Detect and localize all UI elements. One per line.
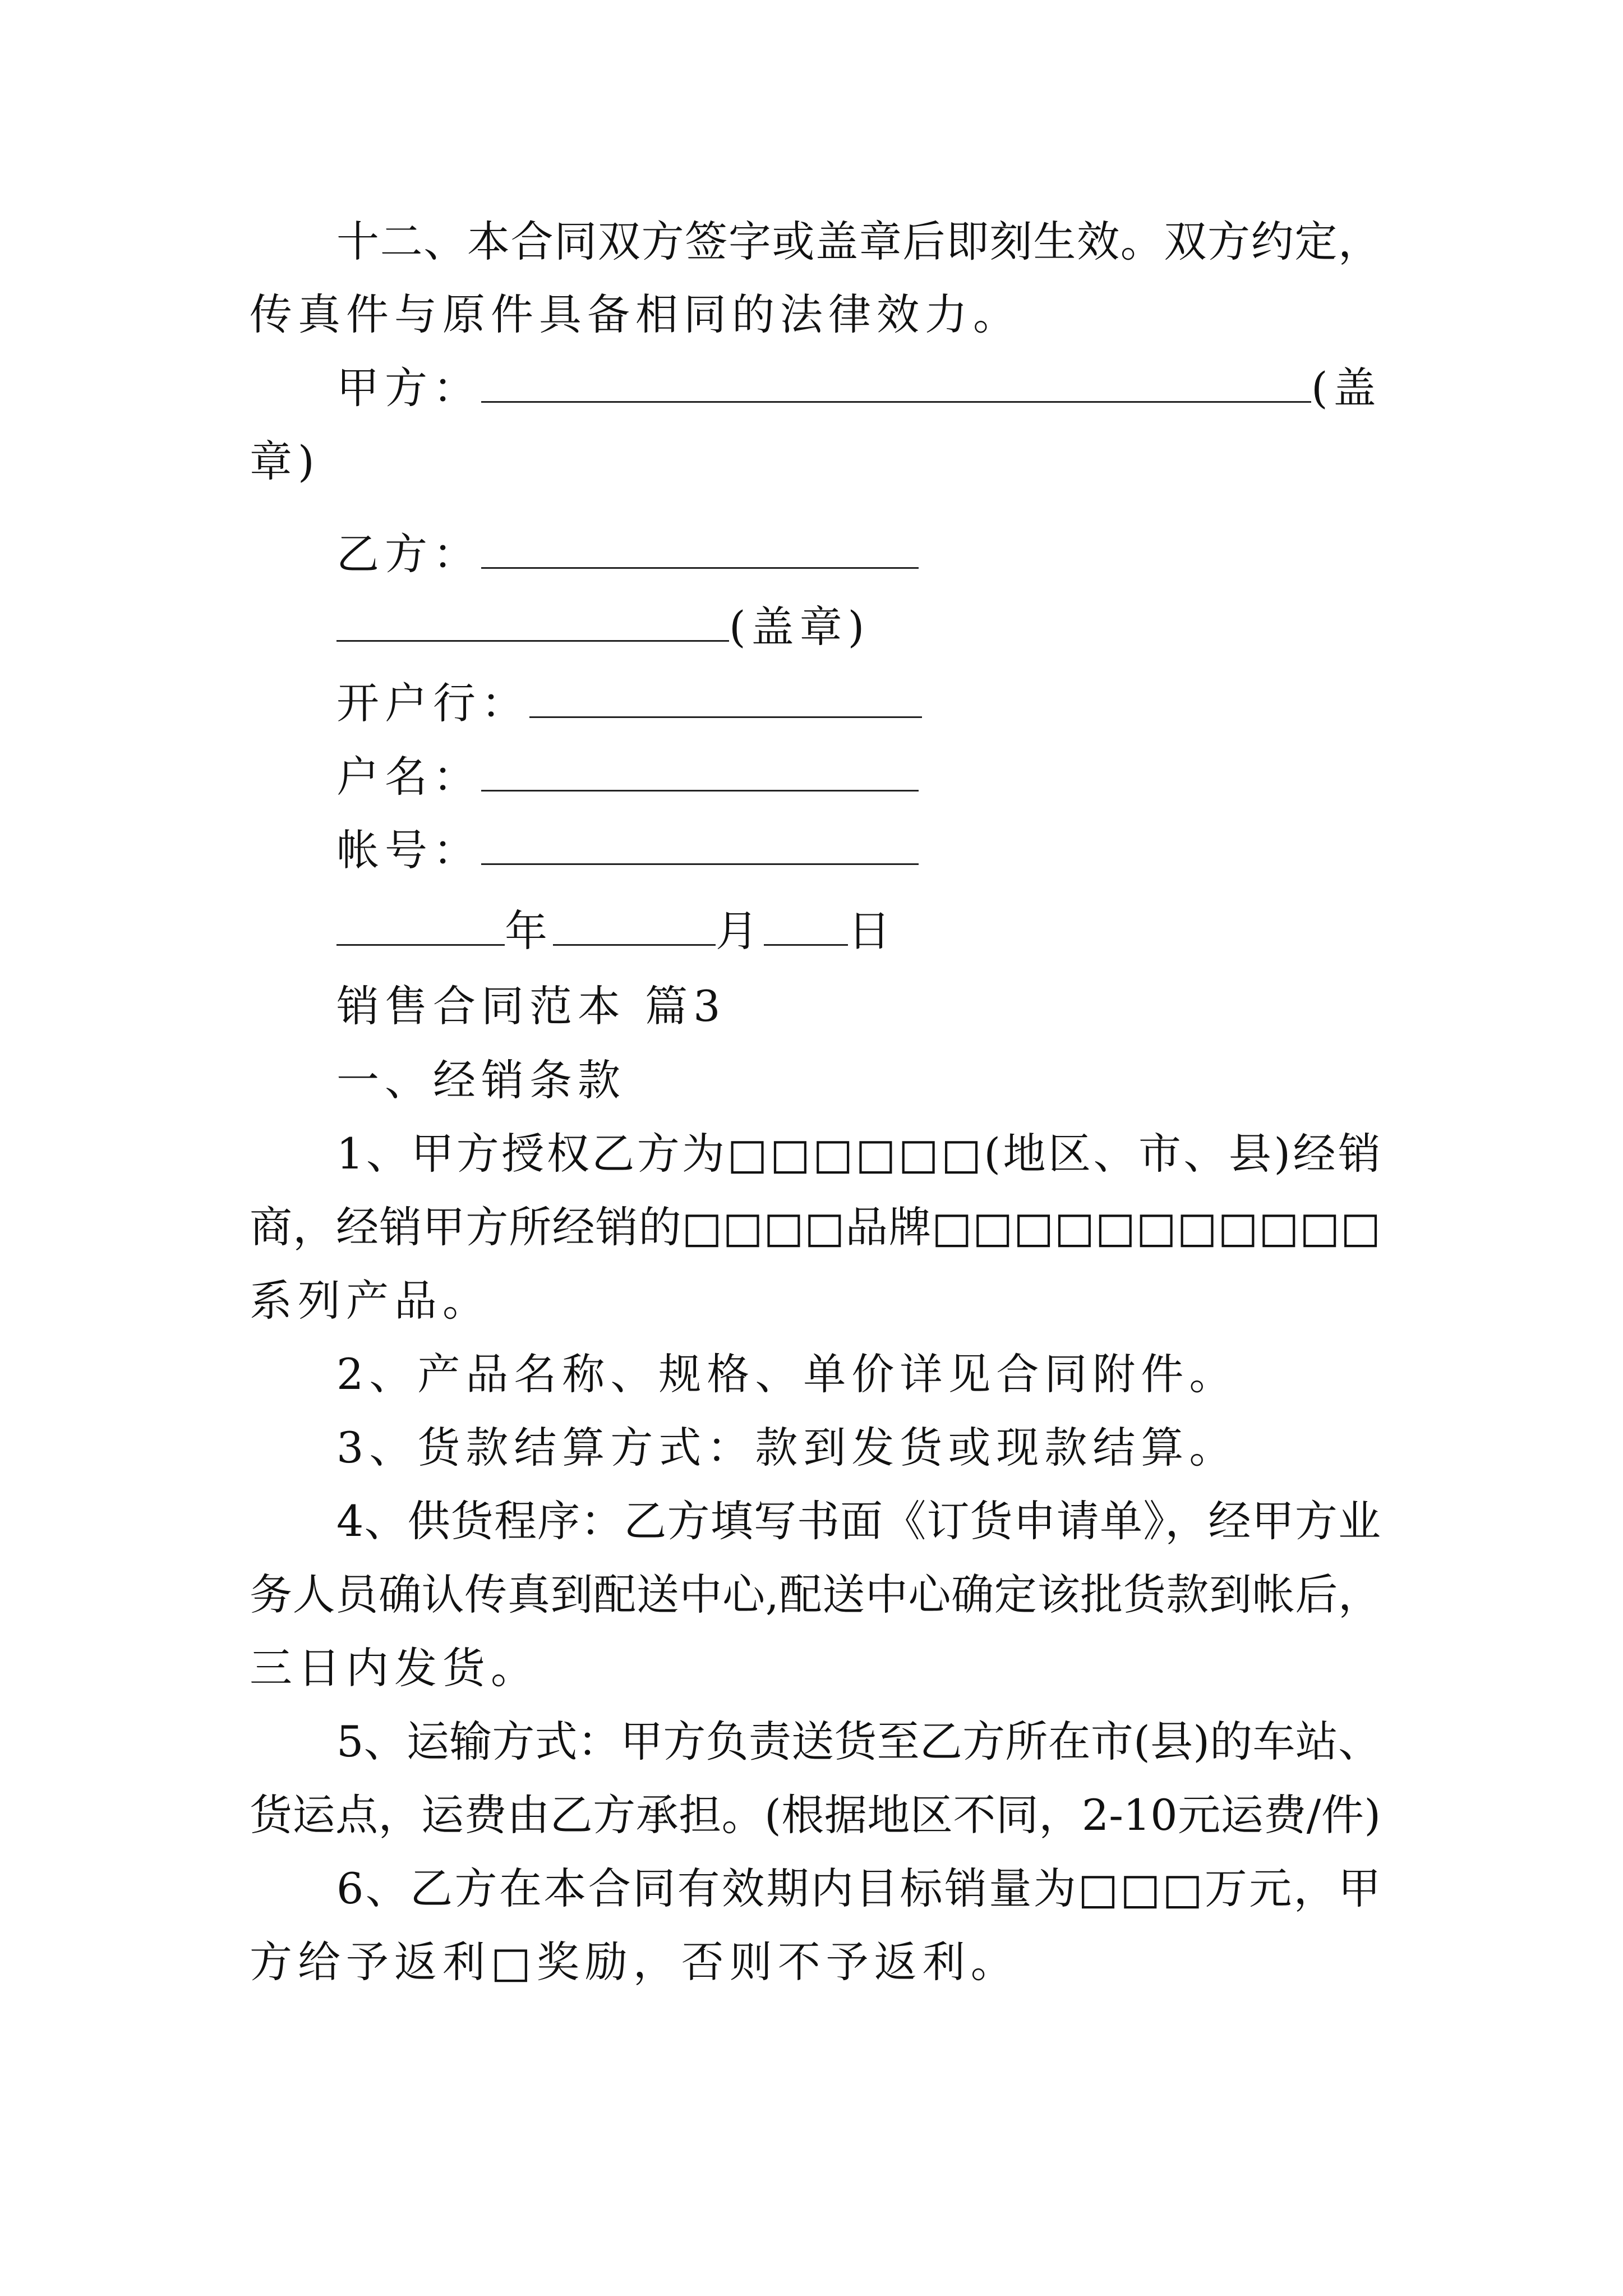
account-name-line [336, 749, 919, 805]
section-12-line-1: 十二、本合同双方签字或盖章后即刻生效。双方约定， [336, 217, 1381, 266]
month-label: 月 [716, 906, 764, 956]
date-line [336, 903, 896, 959]
day-blank [764, 909, 848, 946]
section-1-title: 一、经销条款 [336, 1055, 626, 1105]
account-name-label: 户名： [336, 752, 481, 802]
account-name-blank [481, 755, 919, 792]
month-blank [553, 909, 716, 946]
clause-4-line-3: 三日内发货。 [250, 1643, 539, 1693]
party-b-blank [481, 532, 919, 569]
account-no-label: 帐号： [336, 825, 481, 875]
account-no-blank [481, 829, 919, 865]
bank-line [336, 675, 922, 731]
clause-2: 2、产品名称、规格、单价详见合同附件。 [336, 1349, 1238, 1399]
party-b-seal: (盖章) [729, 602, 870, 652]
party-a-seal-open: (盖 [1311, 363, 1382, 413]
year-blank [336, 909, 505, 946]
clause-5-line-2: 货运点，运费由乙方承担。(根据地区不同，2-10元运费/件) [250, 1790, 1381, 1840]
clause-3: 3、货款结算方式：款到发货或现款结算。 [336, 1423, 1238, 1473]
party-a-label: 甲方： [336, 363, 481, 413]
clause-4-line-1: 4、供货程序：乙方填写书面《订货申请单》，经甲方业 [336, 1496, 1381, 1546]
bank-blank [529, 682, 922, 718]
section-12-line-2: 传真件与原件具备相同的法律效力。 [250, 289, 1021, 339]
party-b-line [336, 526, 919, 582]
account-no-line [336, 822, 919, 878]
clause-4-line-2: 务人员确认传真到配送中心,配送中心确定该批货款到帐后， [250, 1570, 1381, 1619]
clause-6-line-2: 方给予返利□奖励，否则不予返利。 [250, 1937, 1019, 1987]
clause-1-line-1: 1、甲方授权乙方为□□□□□□(地区、市、县)经销 [336, 1129, 1381, 1179]
bank-label: 开户行： [336, 678, 529, 728]
party-a-blank [481, 366, 1311, 403]
clause-5-line-1: 5、运输方式：甲方负责送货至乙方所在市(县)的车站、 [336, 1717, 1381, 1766]
day-label: 日 [848, 906, 896, 956]
clause-1-line-2: 商，经销甲方所经销的□□□□品牌□□□□□□□□□□□ [250, 1202, 1381, 1252]
year-label: 年 [505, 906, 553, 956]
clause-1-line-3: 系列产品。 [250, 1276, 491, 1326]
clause-6-line-1: 6、乙方在本合同有效期内目标销量为□□□万元，甲 [336, 1864, 1381, 1913]
document-heading: 销售合同范本 篇3 [336, 981, 726, 1031]
party-a-seal-close: 章) [250, 436, 320, 486]
party-b-label: 乙方： [336, 529, 481, 579]
party-b-seal-blank [336, 605, 729, 642]
party-b-seal-line [336, 599, 870, 655]
party-a-line [336, 360, 1382, 416]
